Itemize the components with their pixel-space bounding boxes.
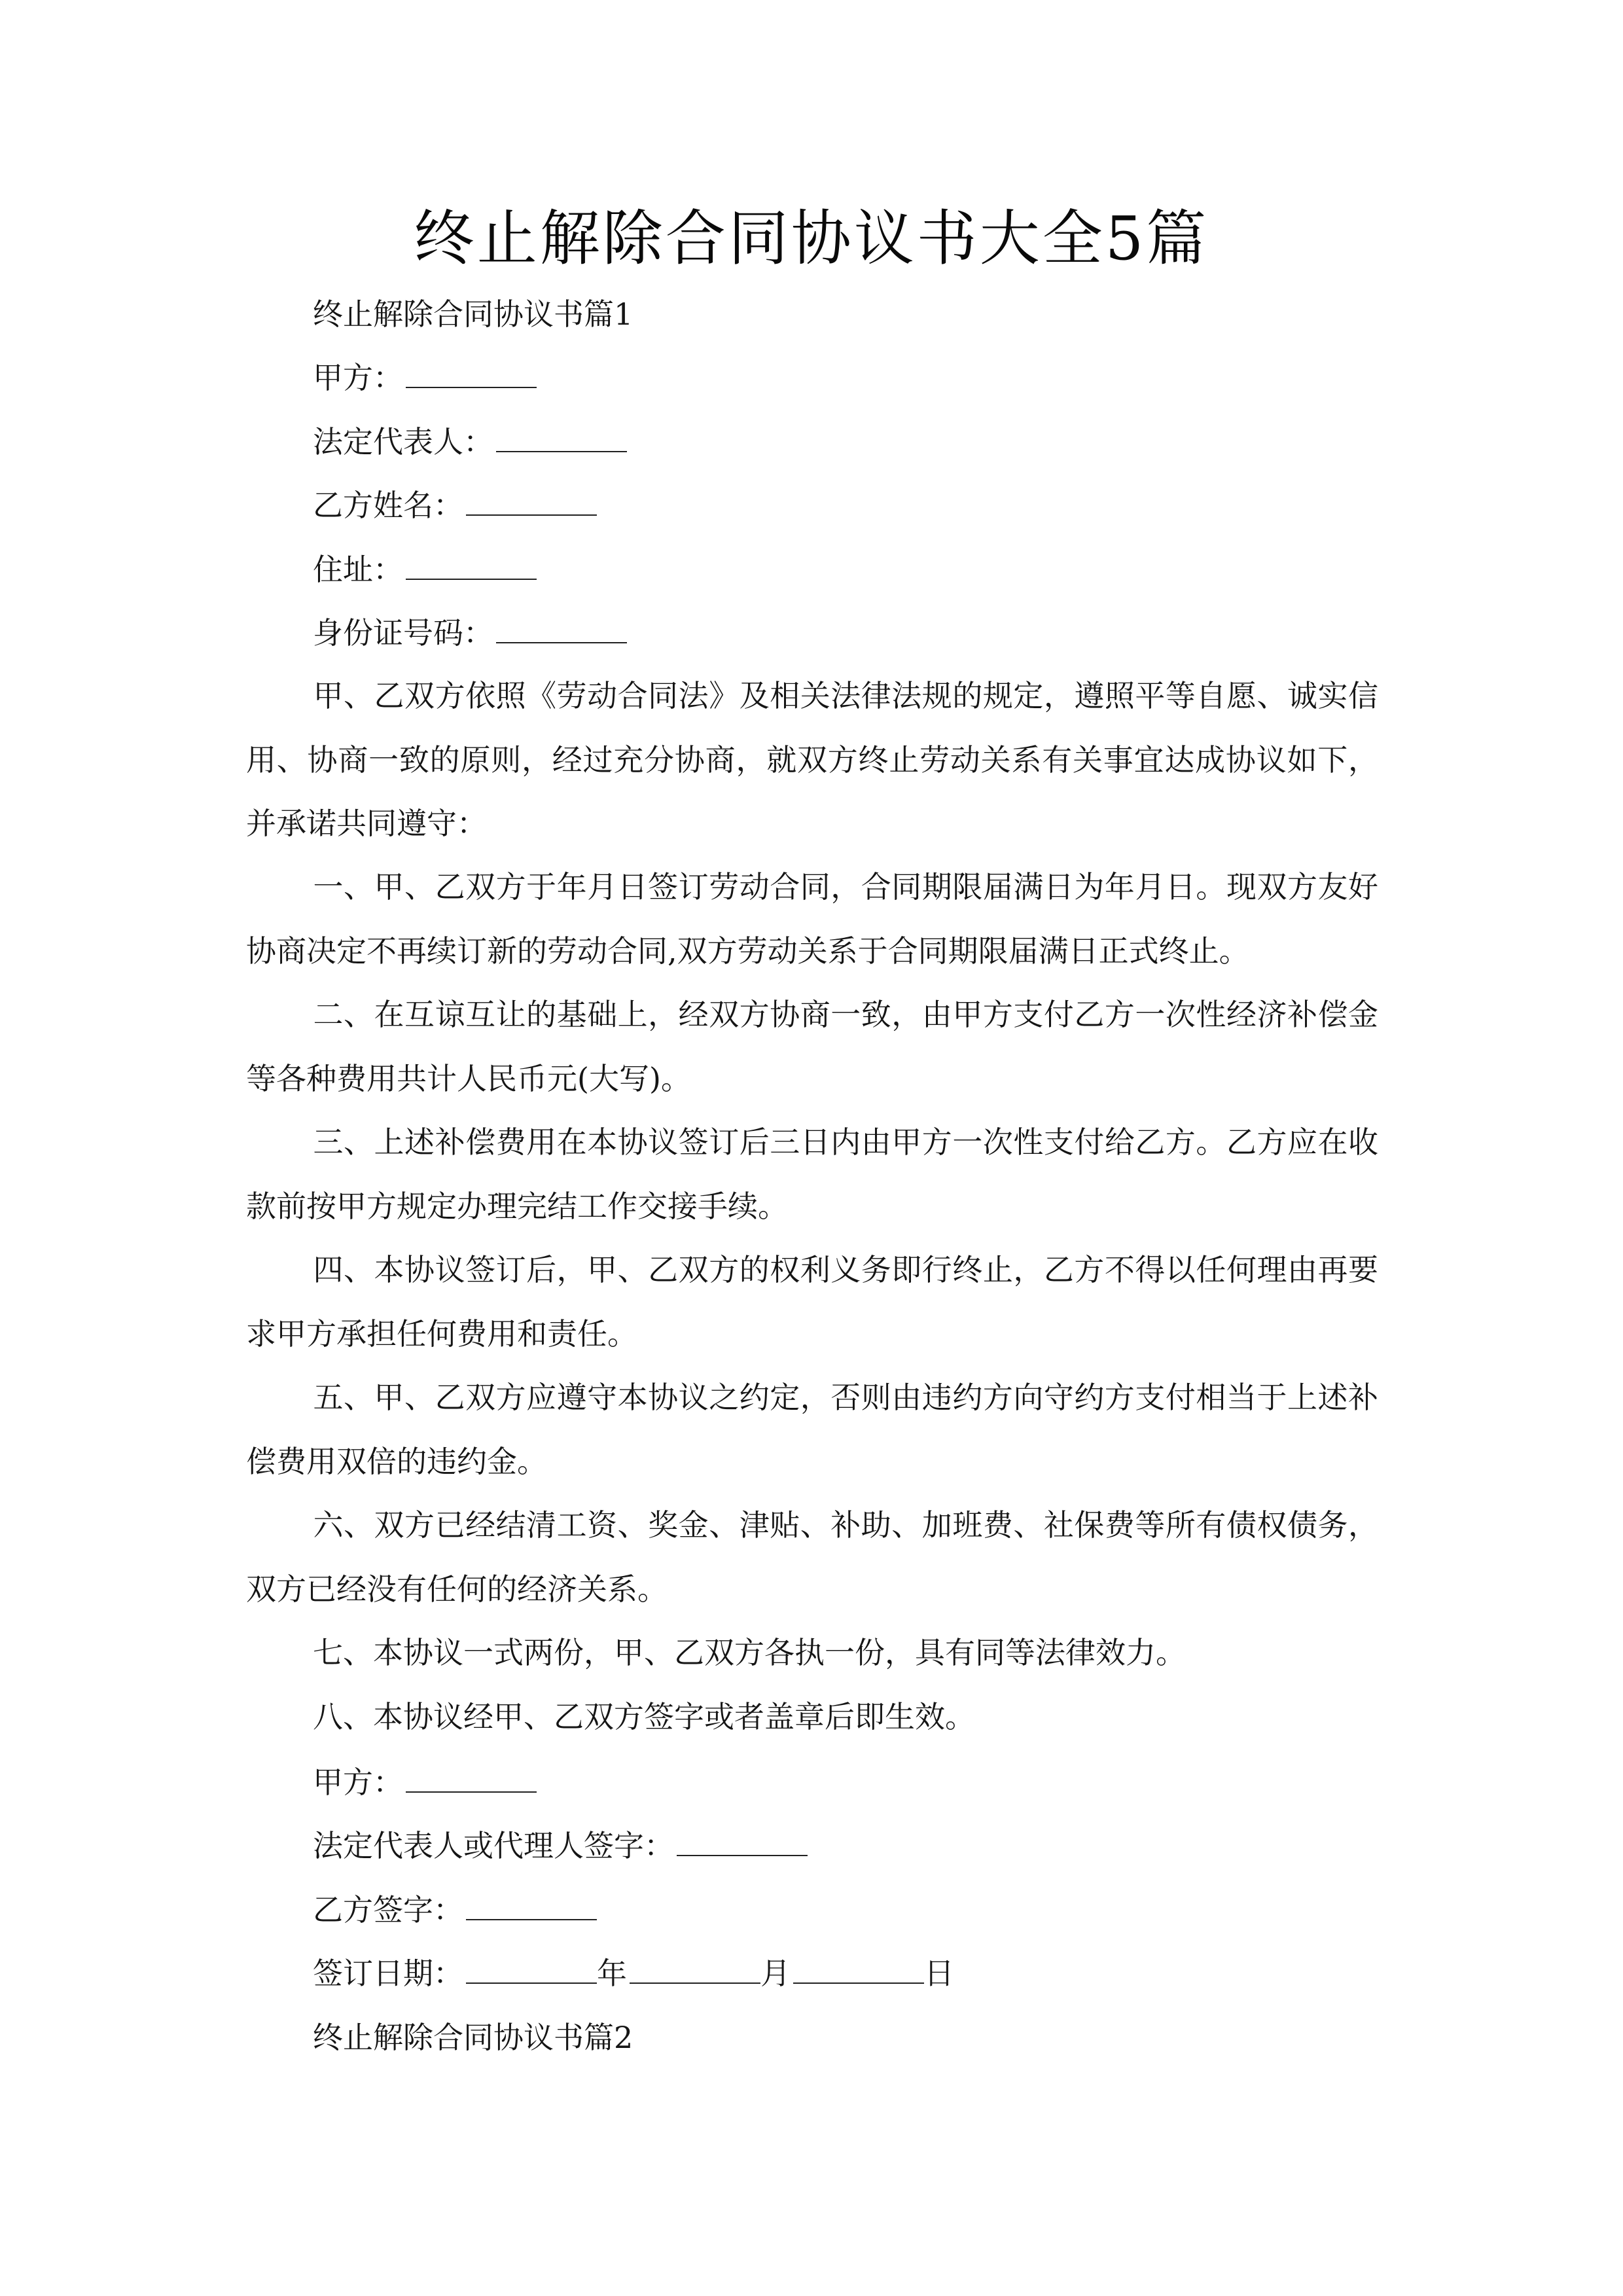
blank-line xyxy=(406,552,537,580)
clause-4 xyxy=(246,1238,1378,1366)
clause-text: 三、上述补偿费用在本协议签订后三日内由甲方一次性支付给乙方。乙方应在收款前按甲方规定办理完结工作交接手续。 xyxy=(246,1124,1378,1224)
sign-party-b xyxy=(313,1890,597,1929)
clause-text: 五、甲、乙双方应遵守本协议之约定，否则由违约方向守约方支付相当于上述补偿费用双倍的违约金。 xyxy=(246,1380,1378,1479)
year-label: 年 xyxy=(597,1956,627,1991)
intro-paragraph xyxy=(246,664,1378,856)
sign-date xyxy=(313,1954,954,1993)
blank-line xyxy=(406,1765,537,1793)
field-label: 甲方： xyxy=(313,360,403,395)
clause-5 xyxy=(246,1366,1378,1494)
sign-legal-rep xyxy=(313,1826,808,1865)
clause-text: 八、本协议经甲、乙双方签字或者盖章后即生效。 xyxy=(313,1699,975,1734)
field-label: 乙方签字： xyxy=(313,1892,463,1928)
clause-text: 二、在互谅互让的基础上，经双方协商一致，由甲方支付乙方一次性经济补偿金等各种费用共计人民币元(大写)。 xyxy=(246,997,1378,1096)
field-label: 身份证号码： xyxy=(313,615,493,651)
blank-line xyxy=(466,1956,597,1984)
clause-1 xyxy=(246,855,1378,983)
blank-line xyxy=(496,425,627,452)
blank-line xyxy=(466,488,597,516)
blank-line xyxy=(677,1829,808,1856)
clause-6 xyxy=(246,1494,1378,1621)
month-label: 月 xyxy=(760,1956,791,1991)
clause-8 xyxy=(246,1685,1378,1749)
field-party-b-name xyxy=(313,486,597,525)
blank-line xyxy=(630,1956,760,1984)
clause-text: 一、甲、乙双方于年月日签订劳动合同，合同期限届满日为年月日。现双方友好协商决定不再续订新的劳动合同,双方劳动关系于合同期限届满日正式终止。 xyxy=(246,869,1378,969)
field-party-a xyxy=(313,358,537,397)
blank-line xyxy=(466,1893,597,1920)
field-address xyxy=(313,550,537,589)
blank-line xyxy=(496,616,627,643)
clause-2 xyxy=(246,983,1378,1111)
clause-text: 七、本协议一式两份，甲、乙双方各执一份，具有同等法律效力。 xyxy=(313,1635,1186,1670)
field-id-number xyxy=(313,613,627,653)
document-title: 终止解除合同协议书大全5篇 xyxy=(414,204,1209,274)
blank-line xyxy=(793,1956,924,1984)
field-label: 甲方： xyxy=(313,1765,403,1800)
sign-party-a xyxy=(313,1763,537,1802)
field-label: 住址： xyxy=(313,552,403,587)
field-label: 法定代表人或代理人签字： xyxy=(313,1828,674,1863)
section-heading-2: 终止解除合同协议书篇2 xyxy=(313,2020,633,2055)
clause-text: 六、双方已经结清工资、奖金、津贴、补助、加班费、社保费等所有债权债务，双方已经没有任何的经济关系。 xyxy=(246,1507,1378,1607)
field-label: 乙方姓名： xyxy=(313,488,463,523)
clause-3 xyxy=(246,1111,1378,1238)
clause-7 xyxy=(246,1621,1378,1685)
field-label: 法定代表人： xyxy=(313,424,493,459)
blank-line xyxy=(406,361,537,388)
day-label: 日 xyxy=(924,1956,954,1991)
clause-text: 四、本协议签订后，甲、乙双方的权利义务即行终止，乙方不得以任何理由再要求甲方承担任何费用和责任。 xyxy=(246,1252,1378,1352)
field-label: 签订日期： xyxy=(313,1956,463,1991)
field-legal-rep xyxy=(313,422,627,461)
section-heading-1: 终止解除合同协议书篇1 xyxy=(313,296,633,332)
paragraph-text: 甲、乙双方依照《劳动合同法》及相关法律法规的规定，遵照平等自愿、诚实信用、协商一致的原则，经过充分协商，就双方终止劳动关系有关事宜达成协议如下，并承诺共同遵守： xyxy=(246,678,1378,841)
